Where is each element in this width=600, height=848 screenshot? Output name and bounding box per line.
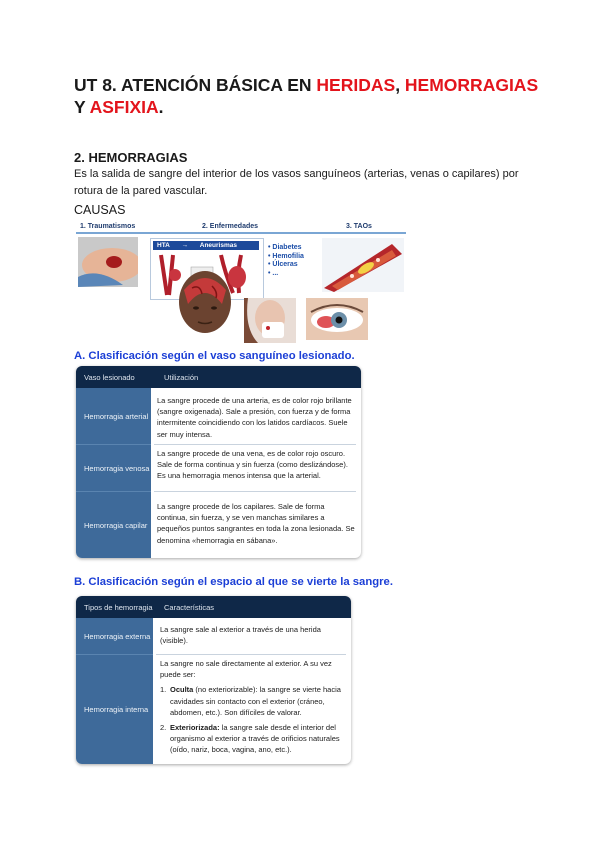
table-vaso [76,366,361,558]
disease-item: • ... [268,269,279,277]
row-name-venosa: Hemorragia venosa [76,444,151,491]
artery-image [322,238,404,292]
heading-b: B. Clasificación según el espacio al que se vierte la sangre. [74,576,393,588]
row-name-arterial: Hemorragia arterial [76,388,151,444]
caption-traumatismos: 1. Traumatismos [80,223,136,230]
item-number: 1. [160,685,167,695]
heading-a: A. Clasificación según el vaso sanguíneo lesionado. [74,350,355,362]
hta-header [153,241,259,250]
title-hemorragias: HEMORRAGIAS [404,75,539,95]
row-name-capilar: Hemorragia capilar [76,491,151,558]
list-item [160,684,346,718]
aneurisma-label: Aneurismas [199,242,237,249]
title-sep: , [395,75,405,95]
table-header [76,596,351,618]
header-tipos: Tipos de hemorragia [84,602,153,612]
row-text-interna [160,658,346,756]
table-header [76,366,361,388]
disease-item: • Hemofilia [268,252,304,260]
title-end: . [158,97,164,117]
eye-image [306,298,368,340]
title-asfixia: ASFIXIA [89,97,159,117]
header-vaso: Vaso lesionado [84,372,135,382]
title-heridas: HERIDAS [316,75,396,95]
caption-enfermedades: 2. Enfermedades [202,223,259,230]
item-text: la sangre sale desde el interior del organismo al exterior a través de orificios naturales (oído, nariz, boca, vagina, ano, etc.). [170,723,340,755]
row-name-externa: Hemorragia externa [76,618,153,654]
disease-item: • Diabetes [268,244,302,251]
item-text: (no exteriorizable): la sangre se vierte hacia cavidades sin contacto con el exterior (cráneo, abdomen, etc.). Son difíciles de valorar. [170,685,341,717]
item-title: Exteriorizada: [170,723,220,733]
interna-intro: La sangre no sale directamente al exterior. A su vez puede ser: [160,659,332,680]
interna-list [160,684,346,755]
caption-taos: 3. TAOs [346,223,372,230]
causas-label: CAUSAS [74,203,126,217]
item-number: 2. [160,723,167,733]
title-prefix: UT 8. ATENCIÓN BÁSICA EN [74,75,317,95]
trauma-image [78,237,138,287]
header-utilizacion: Utilización [164,372,199,382]
row-text-venosa: La sangre procede de una vena, es de color rojo oscuro. Sale de forma continua y sin fuerza (como deslizándose). Es una hemorragia menos intensa que la arterial. [157,449,348,481]
causes-figure [76,220,416,345]
table-espacio [76,596,351,764]
disease-item: • Úlceras [268,261,298,268]
caption-underline [76,232,406,234]
section-heading: 2. HEMORRAGIAS [74,150,188,165]
item-title: Oculta [170,685,194,695]
row-text-externa: La sangre sale al exterior a través de una herida (visible). [160,625,321,646]
arrow-icon: → [181,242,188,249]
head-image [172,268,238,338]
nosebleed-image [244,298,296,343]
row-divider [156,654,346,655]
row-text-arterial: La sangre procede de una arteria, es de color rojo brillante (sangre oxigenada). Sale a presión, con fuerza y de forma intermitente coincidiendo con los latidos cardíacos. Suele ser muy intensa. [157,396,352,439]
title-y: Y [74,97,90,117]
list-item [160,722,346,756]
section-intro: Es la salida de sangre del interior de los vasos sanguíneos (arterias, venas o capilares) por rotura de la pared vascular. [74,168,519,197]
row-divider [154,444,356,445]
hta-label: HTA [157,242,170,249]
page-title [74,74,544,118]
row-divider [154,491,356,492]
row-name-interna: Hemorragia interna [76,654,153,764]
diseases-list [268,244,304,278]
row-text-capilar: La sangre procede de los capilares. Sale de forma continua, sin fuerza, y se ven manchas similares a pequeños puntos sangrantes en toda la zona lesionada. Se denomina «hemorragia en sábana». [157,502,355,545]
header-caracteristicas: Características [164,602,215,612]
